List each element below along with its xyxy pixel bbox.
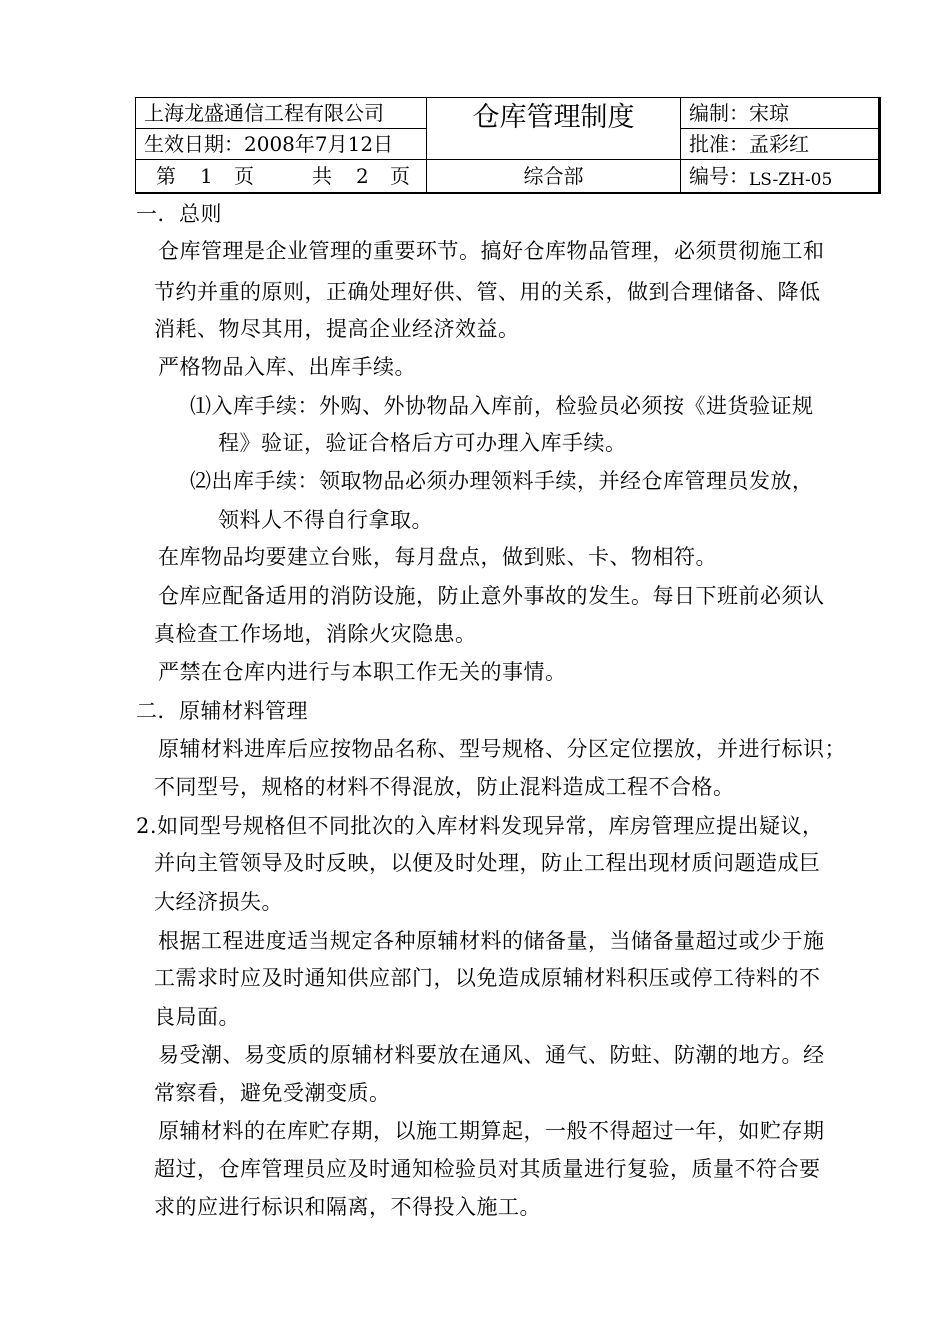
section-heading-general: 一．总则	[136, 202, 222, 226]
paragraph-line: 易受潮、易变质的原辅材料要放在通风、通气、防蛀、防潮的地方。经	[158, 1043, 825, 1067]
total-unit: 页	[390, 164, 410, 188]
list-item-continuation: 程》验证，验证合格后方可办理入库手续。	[218, 431, 627, 455]
paragraph-line: 2.如同型号规格但不同批次的入库材料发现异常，库房管理应提出疑议，	[136, 814, 824, 838]
company-name: 上海龙盛通信工程有限公司	[136, 98, 427, 129]
department: 综合部	[427, 160, 681, 193]
paragraph-line: 常察看，避免受潮变质。	[154, 1081, 391, 1105]
page-info	[136, 160, 427, 193]
page-number: 1	[200, 164, 213, 188]
paragraph-line: 良局面。	[154, 1005, 240, 1029]
paragraph-line: 仓库管理是企业管理的重要环节。搞好仓库物品管理，必须贯彻施工和	[158, 239, 825, 263]
paragraph-line: 真检查工作场地，消除火灾隐患。	[154, 622, 477, 646]
list-item-continuation: 领料人不得自行拿取。	[218, 508, 433, 532]
paragraph-line: 原辅材料进库后应按物品名称、型号规格、分区定位摆放，并进行标识；	[158, 737, 846, 761]
section-heading-materials: 二．原辅材料管理	[136, 699, 308, 723]
list-item: ⑴入库手续：外购、外协物品入库前，检验员必须按《进货验证规	[190, 394, 814, 418]
paragraph-line: 原辅材料的在库贮存期，以施工期算起，一般不得超过一年，如贮存期	[158, 1119, 825, 1143]
paragraph-line: 工需求时应及时通知供应部门，以免造成原辅材料积压或停工待料的不	[154, 966, 821, 990]
document-title: 仓库管理制度	[427, 98, 681, 160]
total-prefix: 共	[312, 164, 332, 188]
paragraph-line: 消耗、物尽其用，提高企业经济效益。	[154, 317, 520, 341]
document-header-table	[135, 97, 881, 194]
paragraph-line: 根据工程进度适当规定各种原辅材料的储备量，当储备量超过或少于施	[158, 929, 825, 953]
code-label: 编号：	[689, 163, 749, 188]
effective-date: 生效日期：2008年7月12日	[136, 129, 427, 160]
code-value: LS-ZH-05	[749, 169, 833, 190]
paragraph-line: 不同型号，规格的材料不得混放，防止混料造成工程不合格。	[154, 775, 735, 799]
total-pages: 2	[356, 164, 369, 188]
list-item: ⑵出库手续：领取物品必须办理领料手续，并经仓库管理员发放，	[190, 469, 814, 493]
page-prefix: 第	[156, 164, 176, 188]
paragraph-line: 严禁在仓库内进行与本职工作无关的事情。	[158, 660, 567, 684]
paragraph-line: 仓库应配备适用的消防设施，防止意外事故的发生。每日下班前必须认	[158, 584, 825, 608]
approver-field: 批准：孟彩红	[681, 129, 880, 160]
paragraph-line: 并向主管领导及时反映，以便及时处理，防止工程出现材质问题造成巨	[154, 851, 821, 875]
paragraph-line: 超过，仓库管理员应及时通知检验员对其质量进行复验，质量不符合要	[154, 1157, 821, 1181]
editor-field: 编制：宋琼	[681, 98, 880, 129]
paragraph-line: 求的应进行标识和隔离，不得投入施工。	[154, 1195, 541, 1219]
header-grid	[135, 97, 880, 193]
paragraph-line: 节约并重的原则，正确处理好供、管、用的关系，做到合理储备、降低	[154, 280, 821, 304]
paragraph-line: 大经济损失。	[154, 890, 283, 914]
document-code	[681, 160, 880, 193]
page-unit: 页	[234, 164, 254, 188]
paragraph-line: 严格物品入库、出库手续。	[158, 355, 416, 379]
paragraph-line: 在库物品均要建立台账，每月盘点，做到账、卡、物相符。	[158, 545, 717, 569]
